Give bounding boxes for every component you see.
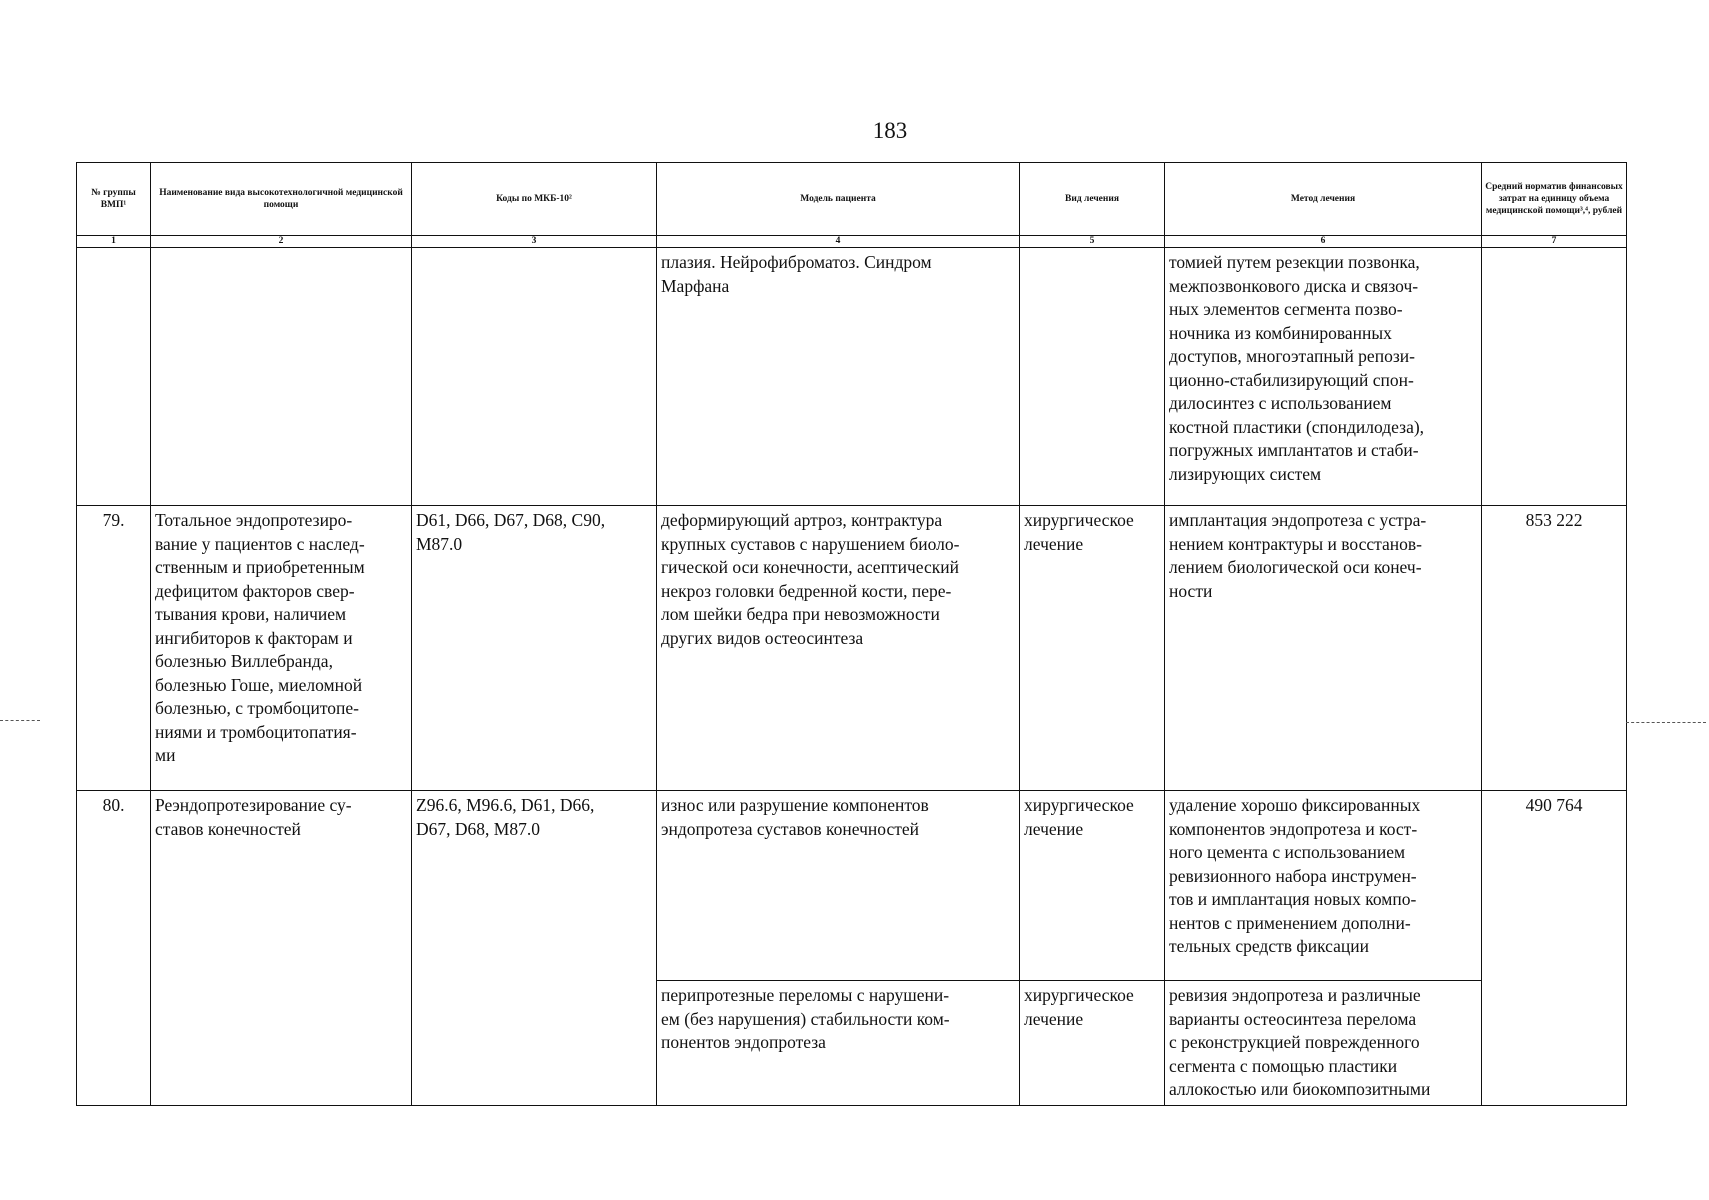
header-cost-standard: Средний норматив финансовых затрат на единицу объема медицинской помощи³,⁴, рублей — [1482, 163, 1627, 236]
cell-patient-model: износ или разрушение компонентов эндопротеза суставов конечностей — [657, 791, 1020, 981]
cell-care-type: Реэндопротезирование су- ставов конечностей — [151, 791, 412, 1106]
cell-treatment-method: имплантация эндопротеза с устра- нением контрактуры и восстанов- лением биологической оси конеч- ности — [1165, 506, 1482, 791]
cell-cost: 490 764 — [1482, 791, 1627, 1106]
cell-empty — [1482, 248, 1627, 506]
header-icd-codes: Коды по МКБ-10² — [412, 163, 657, 236]
header-treatment-method: Метод лечения — [1165, 163, 1482, 236]
cell-treatment-method: удаление хорошо фиксированных компонентов эндопротеза и кост- ного цемента с использованием ревизионного набора инструмен- тов и имплантация новых компо- нентов с применением дополни- тельных средств фиксации — [1165, 791, 1482, 981]
header-patient-model: Модель пациента — [657, 163, 1020, 236]
header-row — [77, 163, 1627, 236]
services-table — [76, 162, 1627, 1106]
header-treatment-type: Вид лечения — [1020, 163, 1165, 236]
column-number: 7 — [1482, 236, 1627, 248]
cell-treatment-method: томией путем резекции позвонка, межпозвонкового диска и связоч- ных элементов сегмента позво- ночника из комбинированных доступов, многоэтапный репози- ционно-стабилизирующий спон- дилосинтез с использованием костной пластики (спондилодеза), погружных имплантатов и стаби- лизирующих систем — [1165, 248, 1482, 506]
column-number: 5 — [1020, 236, 1165, 248]
cell-patient-model: плазия. Нейрофиброматоз. Синдром Марфана — [657, 248, 1020, 506]
column-number: 6 — [1165, 236, 1482, 248]
cell-treatment-type: хирургическое лечение — [1020, 791, 1165, 981]
table-row-79 — [77, 506, 1627, 791]
cell-cost: 853 222 — [1482, 506, 1627, 791]
column-number: 3 — [412, 236, 657, 248]
table-row-continued — [77, 248, 1627, 506]
column-number: 4 — [657, 236, 1020, 248]
cell-group-number: 80. — [77, 791, 151, 1106]
scan-dash-right — [1626, 722, 1706, 723]
header-care-type: Наименование вида высокотехнологичной медицинской помощи — [151, 163, 412, 236]
cell-empty — [151, 248, 412, 506]
scan-dash-left — [0, 720, 40, 721]
column-number: 2 — [151, 236, 412, 248]
cell-empty — [77, 248, 151, 506]
cell-patient-model: деформирующий артроз, контрактура крупных суставов с нарушением биоло- гической оси конечности, асептический некроз головки бедренной кости, пере- лом шейки бедра при невозможности других видов остеосинтеза — [657, 506, 1020, 791]
cell-patient-model: перипротезные переломы с нарушени- ем (без нарушения) стабильности ком- понентов эндопротеза — [657, 981, 1020, 1106]
column-number-row — [77, 236, 1627, 248]
cell-empty — [412, 248, 657, 506]
header-group-number: № группы ВМП¹ — [77, 163, 151, 236]
page-number: 183 — [872, 118, 908, 143]
cell-treatment-type: хирургическое лечение — [1020, 981, 1165, 1106]
cell-icd-codes: Z96.6, M96.6, D61, D66, D67, D68, M87.0 — [412, 791, 657, 1106]
column-number: 1 — [77, 236, 151, 248]
cell-empty — [1020, 248, 1165, 506]
cell-care-type: Тотальное эндопротезиро- вание у пациентов с наслед- ственным и приобретенным дефицитом факторов свер- тывания крови, наличием ингибиторов к факторам и болезнью Виллебранда, болезнью Гоше, миеломной болезнью, с тромбоцитопе- ниями и тромбоцитопатия- ми — [151, 506, 412, 791]
cell-icd-codes: D61, D66, D67, D68, C90, M87.0 — [412, 506, 657, 791]
cell-group-number: 79. — [77, 506, 151, 791]
table-row-80 — [77, 791, 1627, 981]
cell-treatment-method: ревизия эндопротеза и различные варианты остеосинтеза перелома с реконструкцией поврежденного сегмента с помощью пластики аллокостью или биокомпозитными — [1165, 981, 1482, 1106]
cell-treatment-type: хирургическое лечение — [1020, 506, 1165, 791]
